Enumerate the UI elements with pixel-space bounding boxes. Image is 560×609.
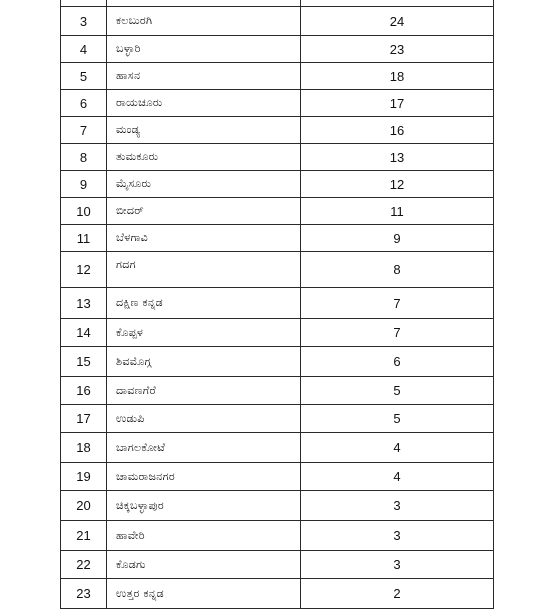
table-row	[61, 63, 494, 90]
table-row	[61, 36, 494, 63]
count-cell: 4	[301, 463, 494, 491]
count-cell: 4	[301, 433, 494, 463]
count-cell: 6	[301, 347, 494, 377]
serial-number-cell: 15	[61, 347, 107, 377]
table-row	[61, 433, 494, 463]
count-cell: 2	[301, 579, 494, 609]
district-name-cell: ದಾವಣಗೆರೆ	[107, 377, 301, 405]
district-name-cell: ಮಂಡ್ಯ	[107, 117, 301, 144]
district-name-cell: ದಕ್ಷಿಣ ಕನ್ನಡ	[107, 288, 301, 319]
district-name-cell: ಬೆಳಗಾವಿ	[107, 225, 301, 252]
district-count-table	[60, 0, 494, 609]
table-row	[61, 117, 494, 144]
table-row	[61, 491, 494, 521]
district-name-cell: ಚಾಮರಾಜನಗರ	[107, 463, 301, 491]
serial-number-cell: 23	[61, 579, 107, 609]
count-cell: 23	[301, 36, 494, 63]
table-row	[61, 579, 494, 609]
table-row	[61, 319, 494, 347]
district-name-cell: ಉತ್ತರ ಕನ್ನಡ	[107, 579, 301, 609]
district-name-cell: ಬಾಗಲಕೋಟೆ	[107, 433, 301, 463]
table-row	[61, 347, 494, 377]
district-name-cell: ಕೊಡಗು	[107, 551, 301, 579]
serial-number-cell: 13	[61, 288, 107, 319]
district-name-cell: ಶಿವಮೊಗ್ಗ	[107, 347, 301, 377]
count-cell: 24	[301, 7, 494, 36]
serial-number-cell: 3	[61, 7, 107, 36]
district-name-cell: ಮೈಸೂರು	[107, 171, 301, 198]
table-row	[61, 225, 494, 252]
table-body	[61, 0, 494, 609]
count-cell: 3	[301, 521, 494, 551]
table-row	[61, 144, 494, 171]
district-table-container	[60, 0, 493, 609]
table-row	[61, 90, 494, 117]
serial-number-cell: 6	[61, 90, 107, 117]
table-row	[61, 252, 494, 288]
table-row	[61, 463, 494, 491]
serial-number-cell: 8	[61, 144, 107, 171]
serial-number-cell: 18	[61, 433, 107, 463]
count-cell: 9	[301, 225, 494, 252]
serial-number-cell: 22	[61, 551, 107, 579]
serial-number-cell: 21	[61, 521, 107, 551]
count-cell: 12	[301, 171, 494, 198]
serial-number-cell: 7	[61, 117, 107, 144]
count-cell: 5	[301, 377, 494, 405]
count-cell: 18	[301, 63, 494, 90]
serial-number-cell: 9	[61, 171, 107, 198]
district-name-cell: ಉಡುಪಿ	[107, 405, 301, 433]
table-row	[61, 7, 494, 36]
serial-number-cell: 4	[61, 36, 107, 63]
serial-number-cell: 11	[61, 225, 107, 252]
district-name-cell: ಗದಗ	[107, 252, 301, 288]
district-name-cell: ಕಲಬುರಗಿ	[107, 7, 301, 36]
table-row	[61, 171, 494, 198]
district-name-cell: ಕೊಪ್ಪಳ	[107, 319, 301, 347]
serial-number-cell: 5	[61, 63, 107, 90]
serial-number-cell: 19	[61, 463, 107, 491]
count-cell: 3	[301, 551, 494, 579]
table-row	[61, 521, 494, 551]
table-row	[61, 198, 494, 225]
count-cell: 8	[301, 252, 494, 288]
table-row	[61, 377, 494, 405]
count-cell: 5	[301, 405, 494, 433]
district-name-cell: ಬಳ್ಳಾರಿ	[107, 36, 301, 63]
table-row	[61, 288, 494, 319]
serial-number-cell: 10	[61, 198, 107, 225]
district-name-cell: ರಾಯಚೂರು	[107, 90, 301, 117]
count-cell: 16	[301, 117, 494, 144]
district-name-cell: ತುಮಕೂರು	[107, 144, 301, 171]
serial-number-cell: 14	[61, 319, 107, 347]
serial-number-cell: 17	[61, 405, 107, 433]
serial-number-cell: 16	[61, 377, 107, 405]
count-cell: 11	[301, 198, 494, 225]
count-cell: 17	[301, 90, 494, 117]
count-cell: 3	[301, 491, 494, 521]
district-name-cell: ಬೀದರ್	[107, 198, 301, 225]
serial-number-cell: 20	[61, 491, 107, 521]
district-name-cell: ಹಾವೇರಿ	[107, 521, 301, 551]
serial-number-cell: 12	[61, 252, 107, 288]
count-cell: 7	[301, 288, 494, 319]
count-cell: 13	[301, 144, 494, 171]
count-cell: 7	[301, 319, 494, 347]
table-row	[61, 405, 494, 433]
district-name-cell: ಚಿಕ್ಕಬಳ್ಳಾಪುರ	[107, 491, 301, 521]
table-row	[61, 551, 494, 579]
district-name-cell: ಹಾಸನ	[107, 63, 301, 90]
